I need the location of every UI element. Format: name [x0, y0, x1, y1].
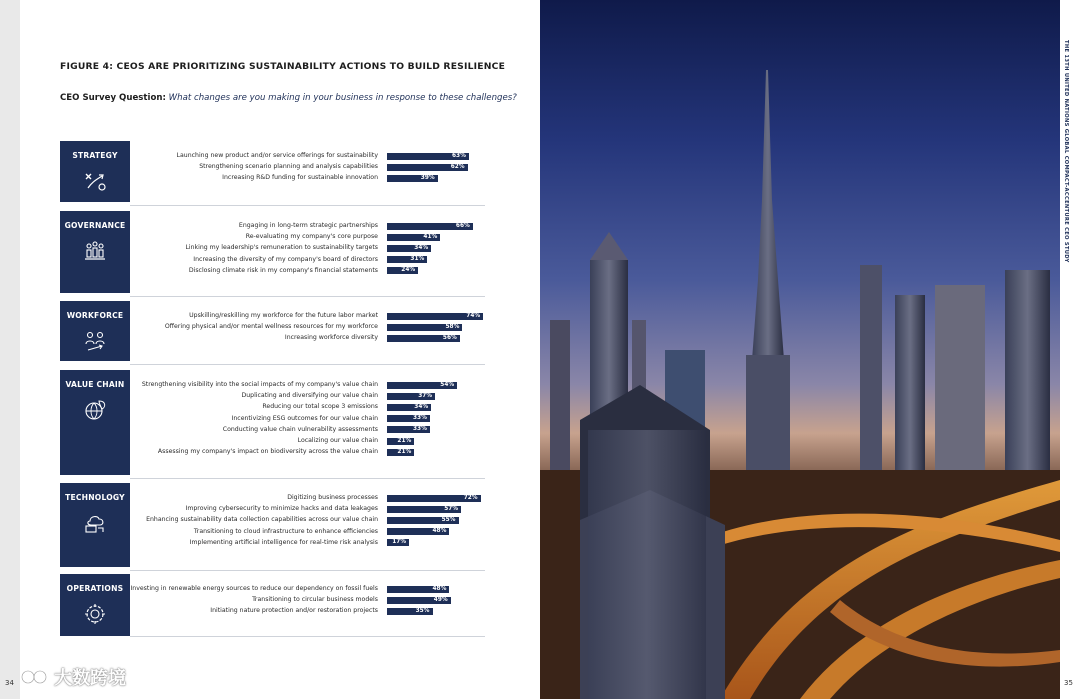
bar-label: Digitizing business processes [287, 494, 378, 501]
bar [387, 586, 449, 593]
report-side-title: THE 13TH UNITED NATIONS GLOBAL COMPACT-ACCENTURE CEO STUDY [1063, 40, 1069, 263]
bar [387, 256, 427, 263]
bar-row [130, 584, 485, 594]
question-label: CEO Survey Question: [60, 93, 166, 103]
bar [387, 426, 430, 433]
bar-value-label: 31% [410, 256, 425, 263]
bar-row [130, 515, 485, 525]
strategy-icon [82, 168, 108, 194]
bar-label: Transitioning to circular business models [252, 596, 378, 604]
bar-value-label: 39% [420, 174, 435, 181]
bar-value-label: 48% [432, 585, 447, 592]
bar [387, 324, 462, 331]
category-label: VALUE CHAIN [65, 380, 125, 389]
bar-value-label: 33% [413, 426, 427, 433]
bar-label: Investing in renewable energy sources to reduce our dependency on fossil fuels [130, 585, 378, 592]
bar [387, 175, 438, 182]
bar-value-label: 37% [418, 392, 433, 399]
category-label: WORKFORCE [66, 311, 124, 320]
bar-row [130, 527, 485, 537]
bar-value-label: 57% [444, 505, 459, 512]
bar-label: Incentivizing ESG outcomes for our value chain [231, 414, 378, 422]
bar [387, 153, 469, 160]
page-number-left: 34 [5, 679, 14, 687]
category-box [60, 370, 130, 475]
category-box [60, 483, 130, 567]
bar-row [130, 425, 485, 435]
city-skyline-photo [540, 0, 1060, 699]
bar-value-label: 49% [433, 596, 448, 603]
bar-row [130, 391, 485, 401]
bar-value-label: 34% [414, 403, 429, 410]
bar-label: Engaging in long-term strategic partnerships [238, 222, 378, 229]
bar-row [130, 595, 485, 605]
bar-label: Strengthening scenario planning and analysis capabilities [199, 163, 378, 171]
bar-label: Enhancing sustainability data collection capabilities across our value chain [146, 516, 378, 524]
bar [387, 495, 481, 502]
bar [387, 382, 457, 389]
figure-title: FIGURE 4: CEOS ARE PRIORITIZING SUSTAINABILITY ACTIONS TO BUILD RESILIENCE [60, 61, 506, 72]
bar-row [130, 322, 485, 332]
category-box [60, 141, 130, 202]
bar-value-label: 24% [401, 267, 416, 274]
bar-label: Assessing my company's impact on biodiversity across the value chain [157, 448, 378, 456]
category-label: OPERATIONS [66, 584, 124, 593]
group-technology [60, 483, 485, 567]
group-value-chain [60, 370, 485, 475]
bar-label: Reducing our total scope 3 emissions [262, 403, 378, 411]
bar-row [130, 266, 485, 276]
bar-label: Localizing our value chain [297, 437, 378, 444]
bar-row [130, 255, 485, 265]
watermark-logo-icon [20, 667, 48, 687]
bar [387, 164, 468, 171]
bar-label: Implementing artificial intelligence for real-time risk analysis [189, 538, 378, 546]
bar [387, 223, 473, 230]
workforce-icon [82, 328, 108, 354]
skyline-illustration [540, 0, 1060, 699]
group-governance [60, 211, 485, 293]
bar [387, 404, 431, 411]
bar-label: Transitioning to cloud infrastructure to enhance efficiencies [193, 527, 378, 535]
bar-row [130, 493, 485, 503]
watermark-text: 大数跨境 [54, 668, 126, 689]
bar-label: Initiating nature protection and/or restoration projects [210, 607, 378, 615]
value-chain-icon [82, 397, 108, 423]
survey-question [60, 93, 517, 103]
category-label: STRATEGY [72, 151, 118, 160]
group-workforce [60, 301, 485, 361]
bar [387, 267, 418, 274]
bar-value-label: 72% [463, 494, 478, 501]
bar-row [130, 311, 485, 321]
bar-label: Upskilling/reskilling my workforce for the future labor market [189, 312, 378, 319]
bar-row [130, 162, 485, 172]
bar-label: Strengthening visibility into the social impacts of my company's value chain [141, 381, 378, 388]
bar [387, 506, 461, 513]
bar-row [130, 380, 485, 390]
technology-icon [82, 510, 108, 536]
bar-value-label: 17% [392, 539, 407, 546]
group-separator [130, 636, 485, 637]
bar-label: Increasing the diversity of my company's board of directors [193, 255, 378, 263]
bar [387, 597, 451, 604]
bar-row [130, 173, 485, 183]
bar-value-label: 48% [432, 528, 447, 535]
group-separator [130, 570, 485, 571]
bar-value-label: 21% [397, 448, 412, 455]
bar-row [130, 436, 485, 446]
bar-value-label: 56% [442, 334, 457, 341]
bar-label: Conducting value chain vulnerability assessments [222, 425, 378, 433]
group-separator [130, 478, 485, 479]
bar-row [130, 402, 485, 412]
bar [387, 528, 449, 535]
group-operations [60, 574, 485, 636]
bar-label: Increasing R&D funding for sustainable innovation [222, 174, 378, 182]
bar-value-label: 58% [445, 323, 460, 330]
bar-row [130, 447, 485, 457]
bar [387, 517, 459, 524]
category-box [60, 211, 130, 293]
bar [387, 539, 409, 546]
group-separator [130, 205, 485, 206]
page-number-right: 35 [1064, 679, 1073, 687]
bar [387, 313, 483, 320]
question-text: What changes are you making in your business in response to these challenges? [168, 93, 517, 103]
category-label: TECHNOLOGY [65, 493, 125, 502]
bar-label: Disclosing climate risk in my company's financial statements [188, 266, 378, 274]
category-box [60, 574, 130, 636]
bar-row [130, 504, 485, 514]
bar-label: Launching new product and/or service offerings for sustainability [176, 152, 378, 159]
bar-row [130, 333, 485, 343]
bar-value-label: 55% [441, 516, 456, 523]
bar-row [130, 232, 485, 242]
bar-value-label: 63% [452, 152, 466, 159]
bar-value-label: 54% [440, 381, 455, 388]
bar-label: Increasing workforce diversity [284, 334, 378, 342]
bar [387, 438, 414, 445]
watermark [20, 664, 126, 690]
bar-label: Offering physical and/or mental wellness resources for my workforce [164, 323, 378, 331]
bar-value-label: 62% [450, 163, 465, 170]
bar [387, 608, 433, 615]
category-label: GOVERNANCE [64, 221, 126, 230]
bar [387, 415, 430, 422]
category-box [60, 301, 130, 361]
bar-row [130, 151, 485, 161]
bar-value-label: 41% [423, 233, 438, 240]
bar-value-label: 35% [415, 607, 430, 614]
governance-icon [82, 238, 108, 264]
bar-row [130, 243, 485, 253]
bar-value-label: 21% [397, 437, 412, 444]
bar-value-label: 74% [466, 312, 481, 319]
bar-label: Duplicating and diversifying our value chain [241, 392, 378, 400]
bar [387, 449, 414, 456]
bar [387, 335, 460, 342]
bar-label: Linking my leadership's remuneration to sustainability targets [185, 244, 378, 252]
bar-row [130, 221, 485, 231]
bar-row [130, 414, 485, 424]
operations-icon [82, 601, 108, 627]
bar-label: Improving cybersecurity to minimize hacks and data leakages [185, 505, 378, 513]
group-separator [130, 296, 485, 297]
group-strategy [60, 141, 485, 202]
bar [387, 234, 440, 241]
group-separator [130, 364, 485, 365]
bar-value-label: 66% [455, 222, 470, 229]
bar-row [130, 606, 485, 616]
bar-row [130, 538, 485, 548]
bar-value-label: 34% [414, 244, 429, 251]
bar [387, 393, 435, 400]
bar [387, 245, 431, 252]
bar-value-label: 33% [413, 415, 427, 422]
bar-label: Re-evaluating my company's core purpose [245, 233, 378, 241]
